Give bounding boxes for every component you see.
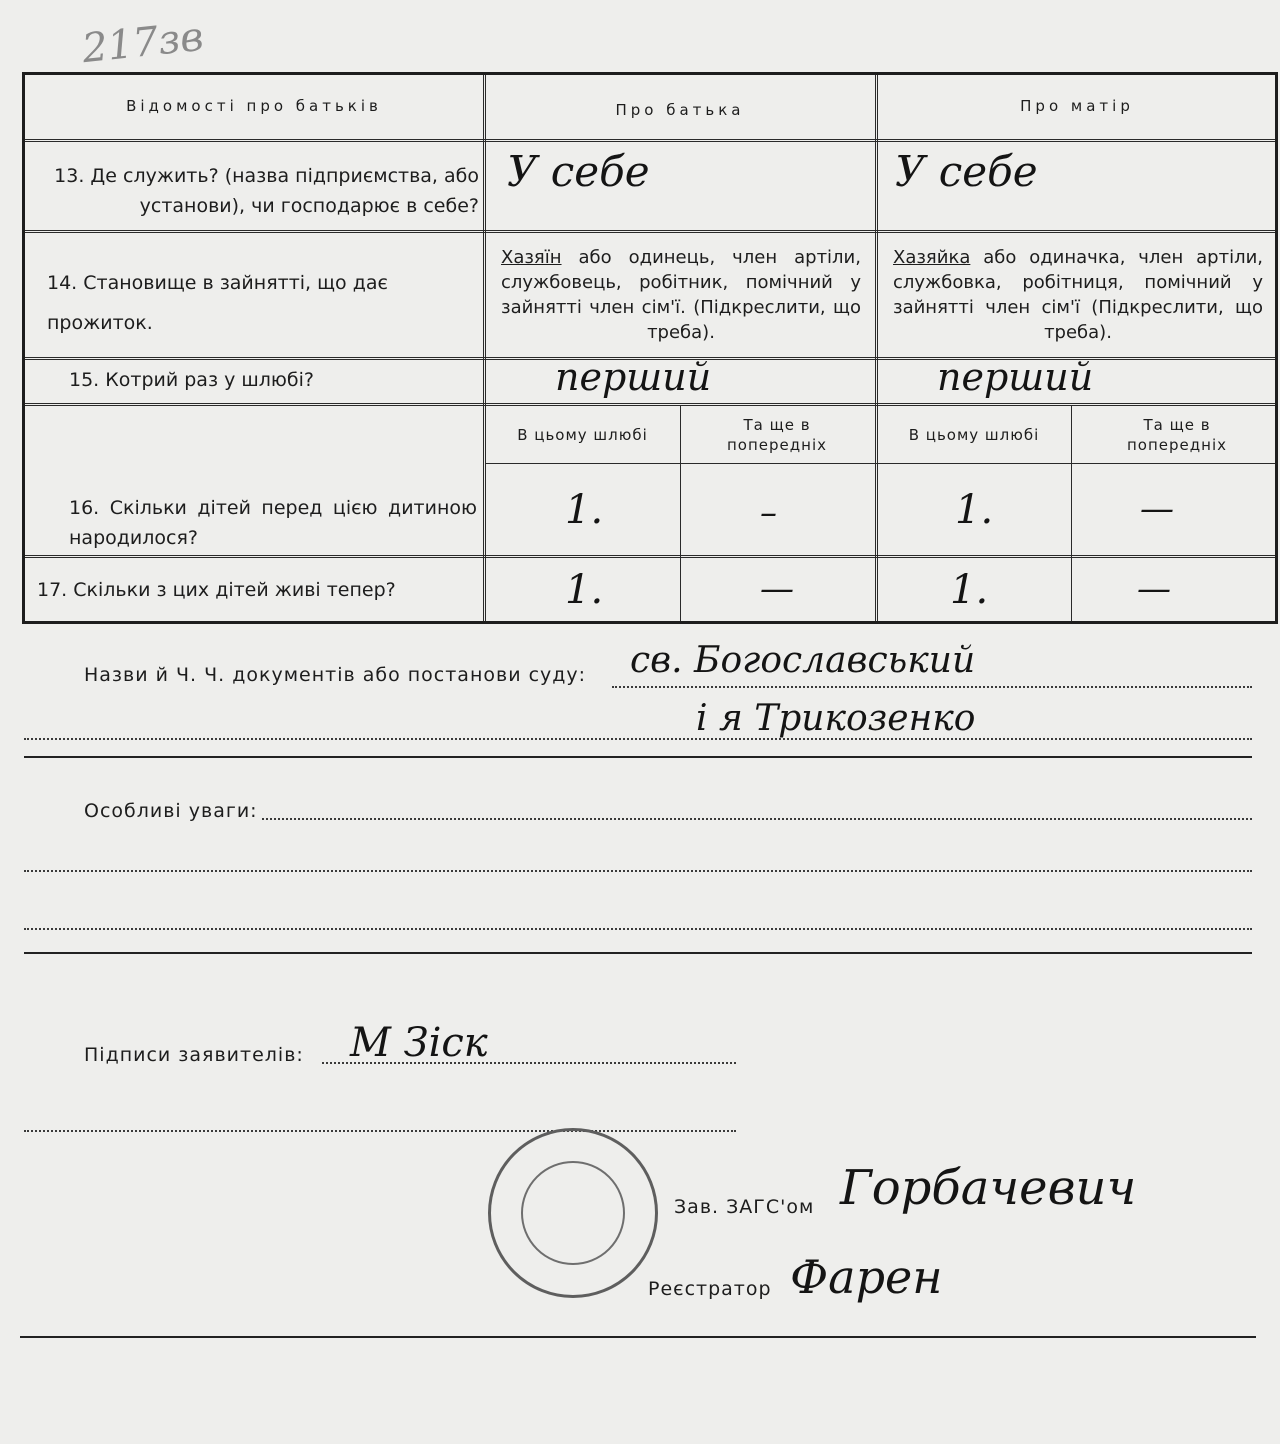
table-divider	[25, 139, 1275, 142]
head-of-registry-signature: Горбачевич	[840, 1160, 1137, 1216]
remarks-label: Особливі уваги:	[84, 800, 258, 822]
children-before-father-prev: –	[760, 493, 777, 533]
header-info: Відомості про батьків	[126, 97, 382, 115]
mother-occupation-selected: Хазяйка	[893, 247, 971, 268]
section-rule	[24, 952, 1252, 954]
documents-line-2	[24, 738, 1252, 740]
official-stamp	[488, 1128, 658, 1298]
table-divider	[25, 230, 1275, 233]
registrar-signature: Фарен	[790, 1250, 943, 1304]
children-before-father-this: 1.	[565, 487, 604, 533]
table-subcolumn-divider	[680, 405, 681, 621]
children-before-mother-this: 1.	[955, 487, 994, 533]
bottom-rule	[20, 1336, 1256, 1338]
subheader-mother-prev: Та ще в попередніх	[1127, 416, 1227, 454]
documents-value-line2: і я Трикозенко	[696, 698, 976, 739]
stamp-emblem	[521, 1161, 625, 1265]
question-14: 14. Становище в зайнятті, що дає прожиток.	[47, 272, 388, 334]
applicants-signature-line-2	[24, 1130, 736, 1132]
applicant-signature: М Зіск	[350, 1020, 488, 1066]
father-occupation-selected: Хазяїн	[501, 247, 562, 268]
mother-occupation-options	[893, 245, 1263, 345]
remarks-line-2	[24, 870, 1252, 872]
children-alive-mother-this: 1.	[950, 567, 989, 613]
parents-info-table	[22, 72, 1278, 624]
table-column-divider	[875, 75, 878, 621]
remarks-line-3	[24, 928, 1252, 930]
mother-occupation-rest: або одиначка, член артіли, службовка, робітниця, помічний у зайнятті член сім'ї (Підкреслити, що треба).	[893, 247, 1263, 343]
table-column-divider	[483, 75, 486, 621]
children-alive-mother-prev: —	[1137, 569, 1171, 609]
father-occupation-rest: або одинець, член артіли, службовець, робітник, помічний у зайнятті член сім'ї. (Підкреслити, що треба).	[501, 247, 861, 343]
father-marriage-count: перший	[555, 355, 712, 399]
table-subdivider	[485, 463, 1275, 464]
header-mother: Про матір	[1020, 97, 1134, 115]
father-workplace: У себе	[507, 147, 650, 196]
mother-marriage-count: перший	[937, 355, 1094, 399]
question-17: 17. Скільки з цих дітей живі тепер?	[37, 579, 396, 601]
documents-line	[612, 686, 1252, 688]
registrar-label: Реєстратор	[648, 1278, 772, 1300]
archive-mark: 217зв	[79, 13, 206, 73]
subheader-father-prev: Та ще в попередніх	[727, 416, 827, 454]
question-16: 16. Скільки дітей перед цією дитиною народилося?	[69, 497, 477, 549]
remarks-line-1	[262, 818, 1252, 820]
table-divider	[25, 403, 1275, 406]
applicants-signature-label: Підписи заявителів:	[84, 1044, 304, 1066]
section-rule	[24, 756, 1252, 758]
subheader-father-this: В цьому шлюбі	[517, 426, 648, 444]
head-of-registry-label: Зав. ЗАГС'ом	[674, 1196, 815, 1218]
children-before-mother-prev: —	[1140, 489, 1174, 529]
documents-value-line1: св. Богославський	[630, 640, 976, 681]
documents-label: Назви й Ч. Ч. документів або постанови суду:	[84, 664, 587, 686]
header-father: Про батька	[615, 101, 745, 119]
father-occupation-options	[501, 245, 861, 345]
mother-workplace: У себе	[895, 147, 1038, 196]
question-15: 15. Котрий раз у шлюбі?	[69, 369, 314, 391]
table-divider	[25, 555, 1275, 558]
question-13: 13. Де служить? (назва підприємства, або установи), чи господарює в себе?	[54, 165, 479, 217]
children-alive-father-this: 1.	[565, 567, 604, 613]
subheader-mother-this: В цьому шлюбі	[908, 426, 1040, 444]
table-subcolumn-divider	[1071, 405, 1072, 621]
children-alive-father-prev: —	[760, 569, 794, 609]
